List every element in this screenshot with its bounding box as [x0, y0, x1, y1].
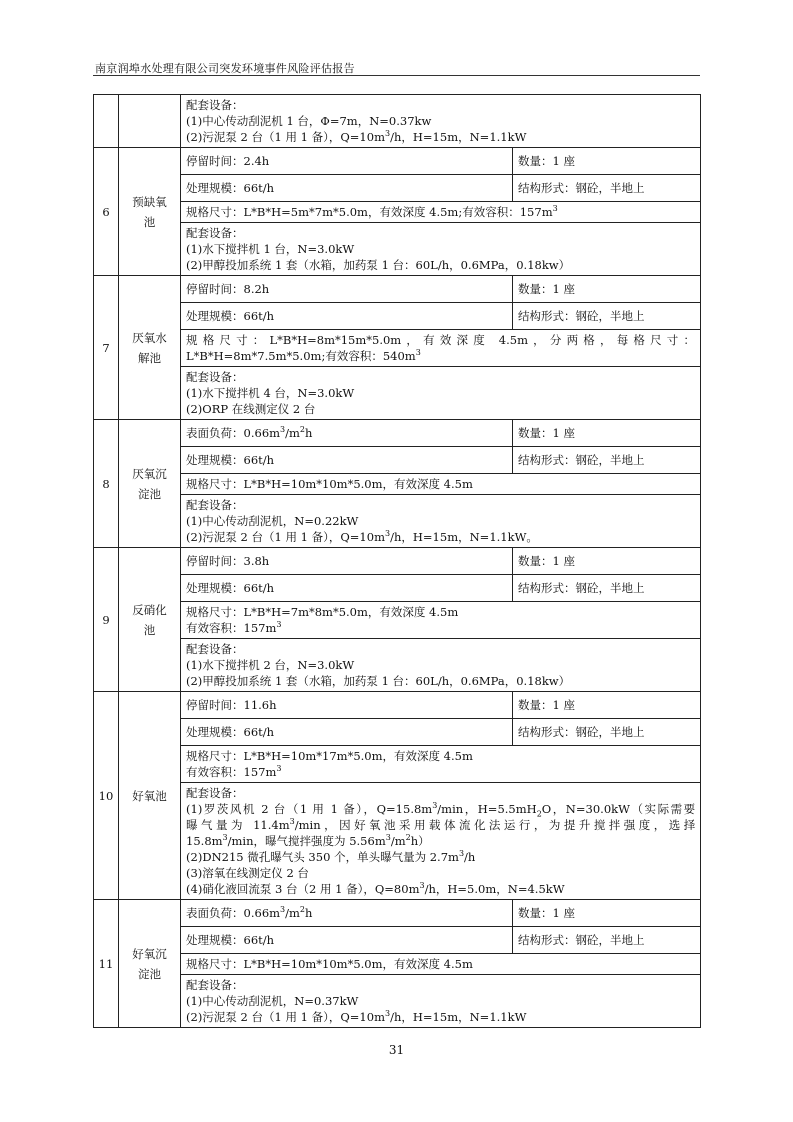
table-row: [94, 202, 701, 223]
table-row: [94, 575, 701, 602]
quantity: 数量：1 座: [513, 692, 701, 719]
table-row: [94, 175, 701, 202]
table-row: [94, 148, 701, 175]
text-line: 配套设备：: [186, 642, 244, 656]
table-row: [94, 495, 701, 548]
name-part: 池: [143, 214, 156, 229]
item-name: [119, 148, 181, 276]
equipment-list: [181, 495, 701, 548]
quantity: 数量：1 座: [513, 420, 701, 447]
text-line: (3)溶氧在线测定仪 2 台: [186, 866, 309, 880]
residence-time: 停留时间：11.6h: [181, 692, 513, 719]
text-line: L*B*H=8m*7.5m*5.0m;有效容积：$540m^3$: [186, 348, 421, 363]
item-name: [119, 900, 181, 1028]
text-line: 规格尺寸：L*B*H=10m*10m*5.0m，有效深度 4.5m: [186, 477, 473, 491]
text-line: 配套设备：: [186, 98, 244, 112]
equipment-list: [181, 639, 701, 692]
text-line: 规格尺寸：L*B*H=10m*10m*5.0m，有效深度 4.5m: [186, 957, 473, 971]
text-line: (1)中心传动刮泥机 1 台，Φ=7m，N=0.37kw: [186, 114, 432, 128]
table-row: [94, 276, 701, 303]
quantity: 数量：1 座: [513, 276, 701, 303]
capacity: 处理规模：66t/h: [181, 719, 513, 746]
text-line: (1)中心传动刮泥机，N=0.22kW: [186, 514, 359, 528]
item-name: [119, 420, 181, 548]
text-line: $15.8m^3/\min$，曝气搅拌强度为 $5.56m^3/m^2h$）: [186, 833, 430, 848]
capacity: 处理规模：66t/h: [181, 175, 513, 202]
residence-time: 停留时间：2.4h: [181, 148, 513, 175]
text-line: 配套设备：: [186, 226, 244, 240]
name-part: 淀池: [138, 486, 161, 501]
header-rule: [93, 75, 700, 76]
table-row: [94, 954, 701, 975]
item-number: 9: [94, 548, 119, 692]
text-line: (2)污泥泵 2 台（1 用 1 备），$Q=10m^3/h$，H=15m，N=1.1kW。: [186, 529, 538, 544]
table-row: [94, 602, 701, 639]
table-row: [94, 367, 701, 420]
text-line: (2)甲醇投加系统 1 套（水箱，加药泵 1 台：60L/h，0.6MPa，0.18kw）: [186, 674, 571, 688]
text-line: 规格尺寸：L*B*H=8m*15m*5.0m，有效深度 4.5m，分两格，每格尺寸：: [186, 333, 696, 347]
table-row: [94, 692, 701, 719]
name-part: 厌氧沉: [132, 466, 167, 481]
equipment-spec-table: [93, 94, 701, 1028]
text-line: (1)罗茨风机 2 台（1 用 1 备），$Q=15.8m^3/\min$，$H=5.5mH_2O$，N=30.0kW（实际需要: [186, 801, 696, 819]
text-line: 有效容积：$157m^3$: [186, 620, 282, 635]
capacity: 处理规模：66t/h: [181, 927, 513, 954]
text-line: 配套设备：: [186, 978, 244, 992]
structure-type: 结构形式：钢砼，半地上: [513, 575, 701, 602]
equipment-list: [181, 223, 701, 276]
quantity: 数量：1 座: [513, 900, 701, 927]
structure-type: 结构形式：钢砼，半地上: [513, 927, 701, 954]
spec-dimensions: [181, 954, 701, 975]
table-row: [94, 447, 701, 474]
name-part: 预缺氧: [132, 194, 167, 209]
name-part: 解池: [138, 350, 161, 365]
capacity: 处理规模：66t/h: [181, 575, 513, 602]
text-line: 配套设备：: [186, 786, 244, 800]
table-body: [94, 95, 701, 1028]
surface-load: 表面负荷：$0.66m^3/m^2h$: [181, 420, 513, 447]
structure-type: 结构形式：钢砼，半地上: [513, 719, 701, 746]
table-row: [94, 303, 701, 330]
table-row: [94, 927, 701, 954]
table-row: [94, 783, 701, 900]
spec-dimensions: [181, 330, 701, 367]
capacity: 处理规模：66t/h: [181, 447, 513, 474]
item-name: [119, 95, 181, 148]
name-part: 淀池: [138, 966, 161, 981]
text-line: 配套设备：: [186, 370, 244, 384]
item-number: 6: [94, 148, 119, 276]
table-row: [94, 95, 701, 148]
spec-dimensions: [181, 474, 701, 495]
text-line: (2)甲醇投加系统 1 套（水箱，加药泵 1 台：60L/h，0.6MPa，0.18kw）: [186, 258, 571, 272]
structure-type: 结构形式：钢砼，半地上: [513, 447, 701, 474]
text-line: 曝气量为 $11.4m^3/\min$，因好氧池采用载体流化法运行，为提升搅拌强度，选择: [186, 817, 696, 832]
equipment-list: [181, 975, 701, 1028]
item-name: 好氧池: [119, 692, 181, 900]
text-line: (1)水下搅拌机 2 台，N=3.0kW: [186, 658, 355, 672]
table-row: [94, 719, 701, 746]
residence-time: 停留时间：8.2h: [181, 276, 513, 303]
equipment-list: [181, 95, 701, 148]
text-line: 规格尺寸：L*B*H=5m*7m*5.0m，有效深度 4.5m;有效容积：$157m^3$: [186, 204, 558, 219]
item-number: 10: [94, 692, 119, 900]
name-part: 厌氧水: [132, 330, 167, 345]
name-part: 好氧沉: [132, 946, 167, 961]
item-name: [119, 276, 181, 420]
table-row: [94, 330, 701, 367]
text-line: (2)污泥泵 2 台（1 用 1 备），$Q=10m^3/h$，H=15m，N=1.1kW: [186, 1009, 527, 1024]
text-line: 配套设备：: [186, 498, 244, 512]
quantity: 数量：1 座: [513, 548, 701, 575]
text-line: (2)ORP 在线测定仪 2 台: [186, 402, 316, 416]
item-number: 11: [94, 900, 119, 1028]
spec-dimensions: [181, 746, 701, 783]
equipment-list: [181, 367, 701, 420]
text-line: 规格尺寸：L*B*H=7m*8m*5.0m，有效深度 4.5m: [186, 605, 459, 619]
table-row: [94, 639, 701, 692]
table-row: [94, 900, 701, 927]
equipment-list: [181, 783, 701, 900]
text-line: (1)水下搅拌机 4 台，N=3.0kW: [186, 386, 355, 400]
text-line: 规格尺寸：L*B*H=10m*17m*5.0m，有效深度 4.5m: [186, 749, 473, 763]
capacity: 处理规模：66t/h: [181, 303, 513, 330]
surface-load: 表面负荷：$0.66m^3/m^2h$: [181, 900, 513, 927]
item-name: [119, 548, 181, 692]
spec-dimensions: [181, 602, 701, 639]
item-number: 7: [94, 276, 119, 420]
item-number: [94, 95, 119, 148]
table-row: [94, 474, 701, 495]
table-row: [94, 548, 701, 575]
text-line: 有效容积：$157m^3$: [186, 764, 282, 779]
item-number: 8: [94, 420, 119, 548]
text-line: (2)污泥泵 2 台（1 用 1 备），$Q=10m^3/h$，H=15m，N=1.1kW: [186, 129, 527, 144]
name-part: 池: [143, 622, 156, 637]
table-row: [94, 975, 701, 1028]
table-row: [94, 223, 701, 276]
text-line: (1)中心传动刮泥机，N=0.37kW: [186, 994, 359, 1008]
name-part: 反硝化: [132, 602, 167, 617]
structure-type: 结构形式：钢砼，半地上: [513, 175, 701, 202]
text-line: (4)硝化液回流泵 3 台（2 用 1 备），$Q=80m^3/h$，H=5.0m，N=4.5kW: [186, 881, 565, 896]
text-line: (1)水下搅拌机 1 台，N=3.0kW: [186, 242, 355, 256]
quantity: 数量：1 座: [513, 148, 701, 175]
text-line: (2)DN215 微孔曝气头 350 个，单头曝气量为 $2.7m^3/h$: [186, 849, 476, 864]
table-row: [94, 420, 701, 447]
page-header: 南京润埠水处理有限公司突发环境事件风险评估报告: [95, 62, 355, 75]
table-row: [94, 746, 701, 783]
residence-time: 停留时间：3.8h: [181, 548, 513, 575]
page-number: 31: [388, 1043, 405, 1057]
structure-type: 结构形式：钢砼，半地上: [513, 303, 701, 330]
spec-dimensions: [181, 202, 701, 223]
